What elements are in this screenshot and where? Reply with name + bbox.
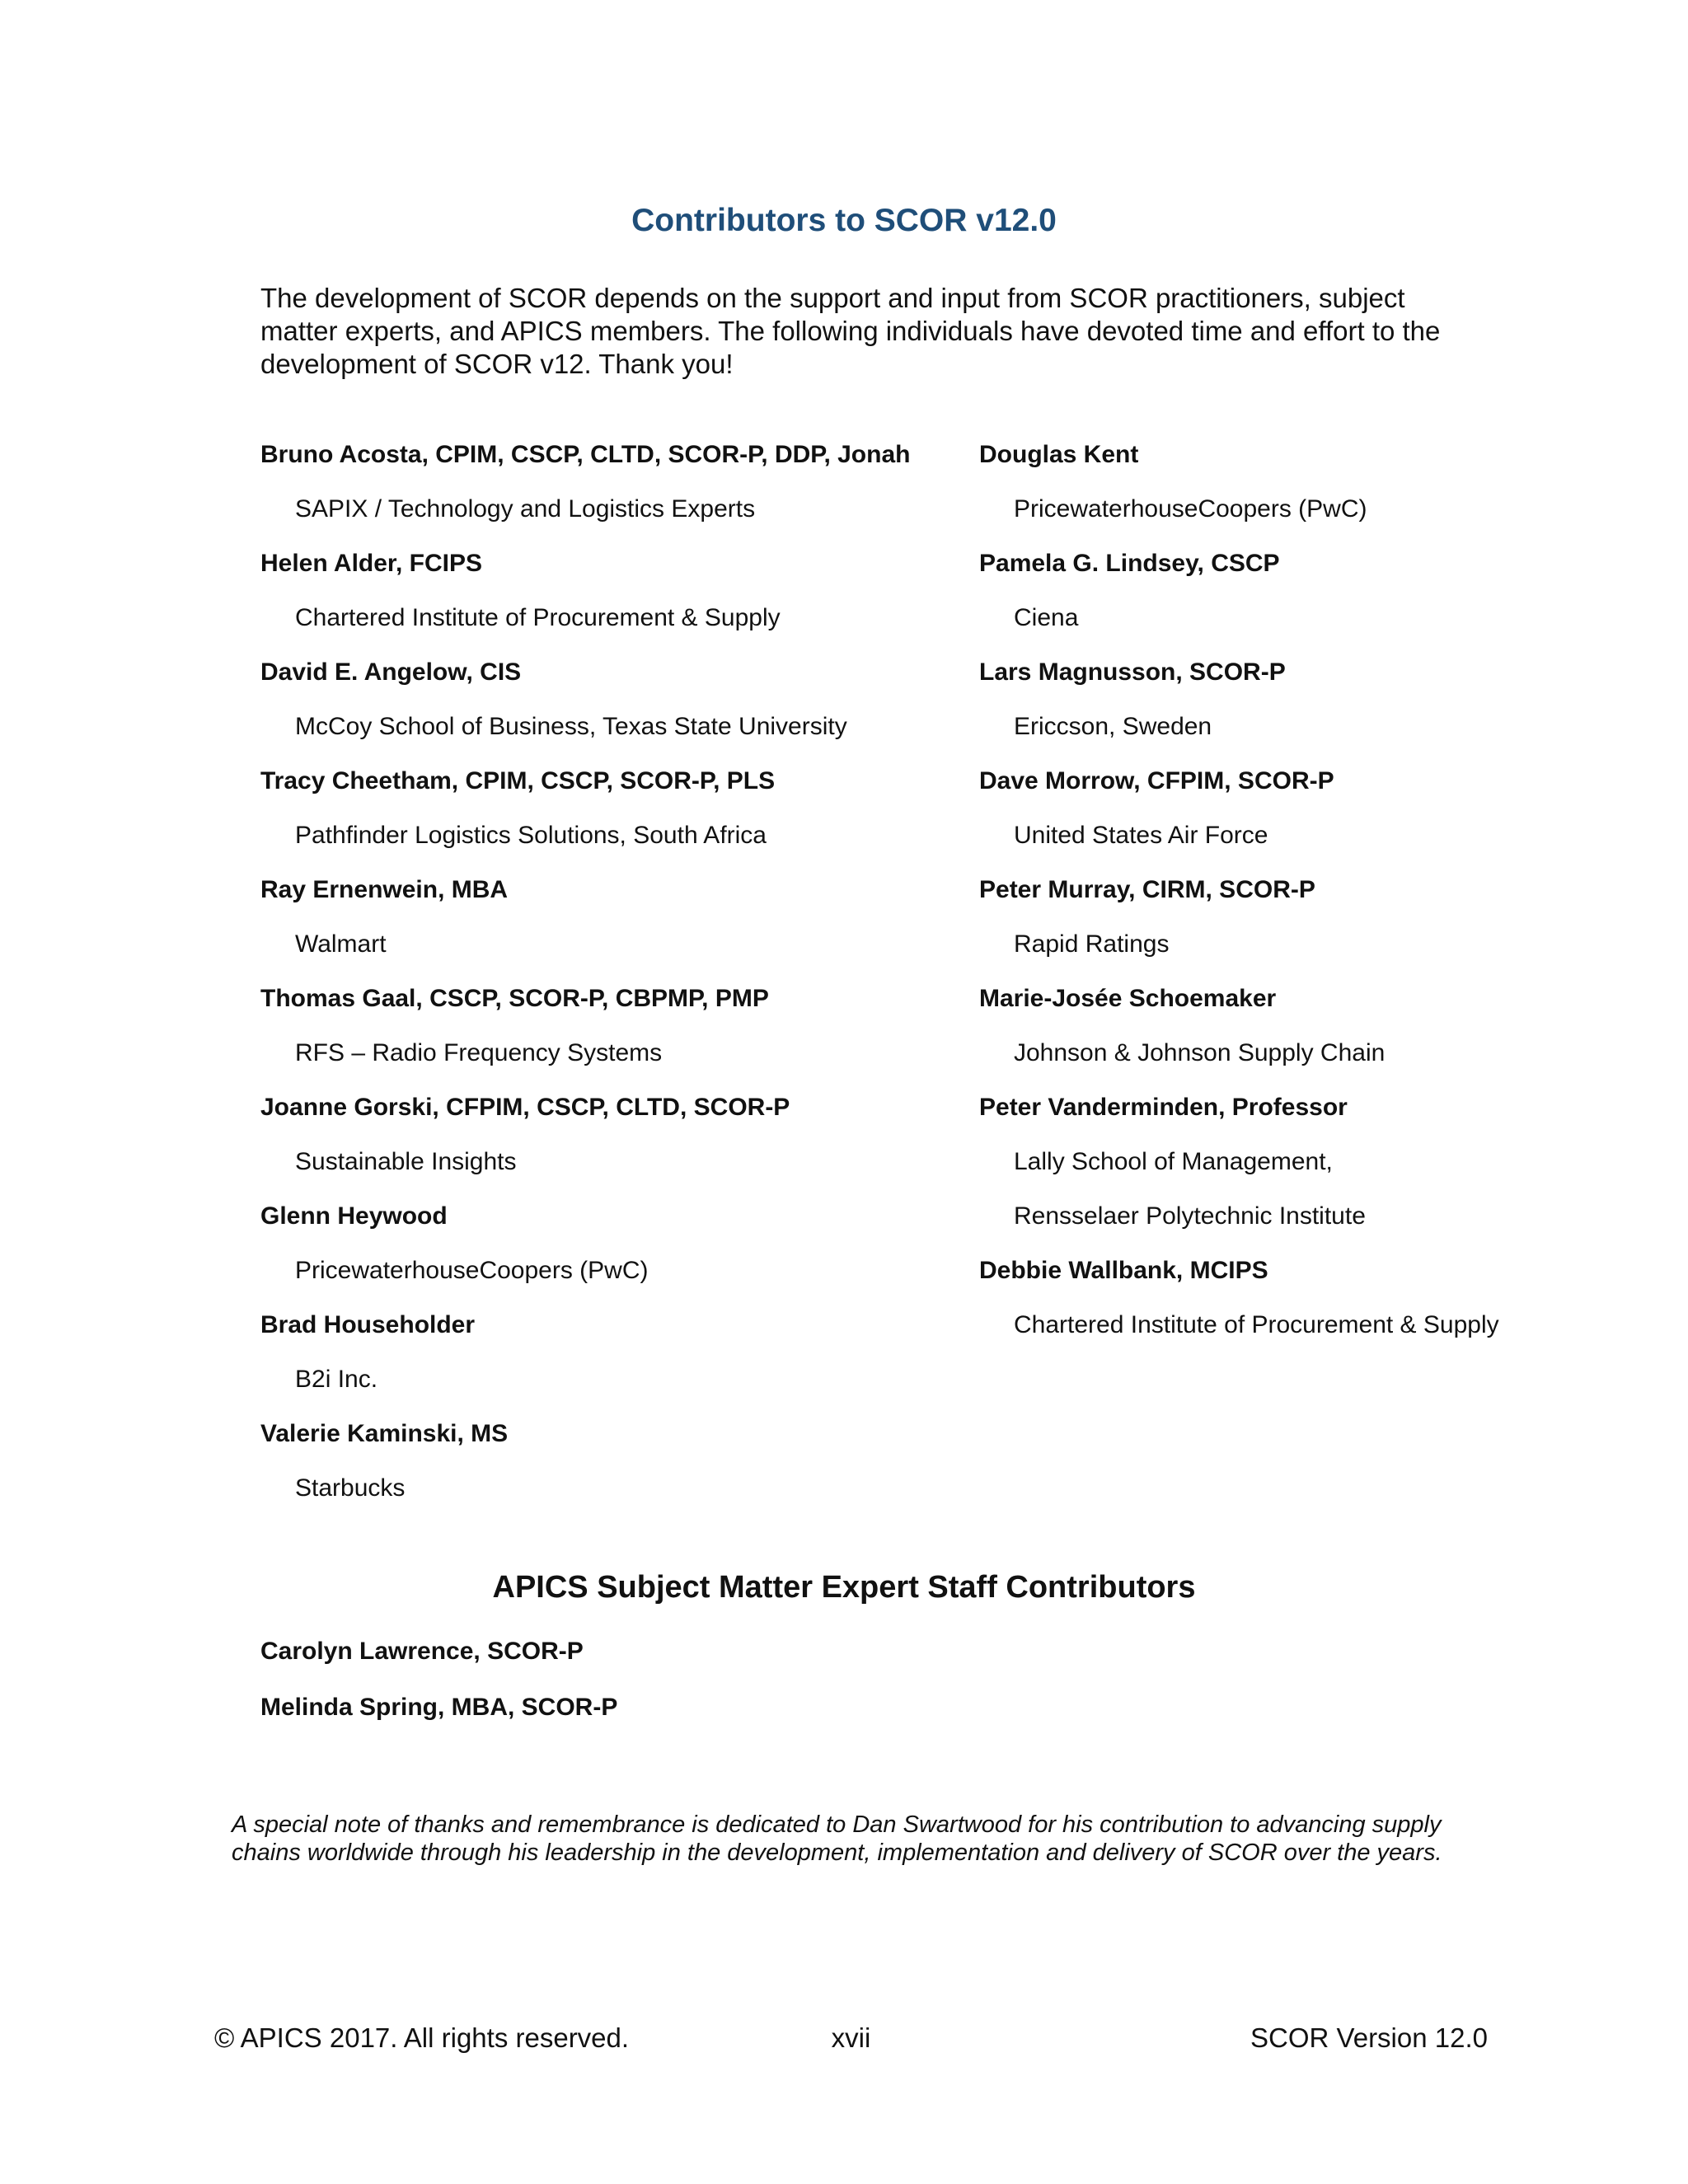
contributor-organization: Starbucks bbox=[295, 1474, 406, 1502]
contributor-name: Bruno Acosta, CPIM, CSCP, CLTD, SCOR-P, DDP, Jonah bbox=[260, 441, 911, 468]
contributor-entry bbox=[260, 767, 986, 850]
contributors-left-column bbox=[260, 441, 986, 1529]
contributor-name: Helen Alder, FCIPS bbox=[260, 550, 482, 577]
contributor-entry bbox=[260, 550, 986, 632]
contributor-entry bbox=[260, 1094, 986, 1176]
contributor-name: Dave Morrow, CFPIM, SCOR-P bbox=[979, 767, 1334, 794]
intro-paragraph: The development of SCOR depends on the support and input from SCOR practitioners, subject matter experts, and APICS members. The following individuals have devoted time and effort to the development of SCOR v12. Thank you! bbox=[260, 283, 1441, 379]
contributor-entry bbox=[260, 1420, 986, 1502]
contributor-name: Joanne Gorski, CFPIM, CSCP, CLTD, SCOR-P bbox=[260, 1094, 790, 1121]
contributor-organization-line-2: Rensselaer Polytechnic Institute bbox=[1014, 1202, 1366, 1230]
staff-contributor-name: Carolyn Lawrence, SCOR-P bbox=[260, 1638, 584, 1665]
contributor-organization: Ericcson, Sweden bbox=[1014, 713, 1212, 740]
contributor-entry bbox=[260, 1202, 986, 1285]
contributor-entry bbox=[260, 1311, 986, 1394]
remembrance-note: A special note of thanks and remembrance is dedicated to Dan Swartwood for his contribution to advancing supply chains worldwide through his leadership in the development, implementation and delivery of SCOR over the years. bbox=[232, 1811, 1442, 1866]
contributor-organization: United States Air Force bbox=[1014, 822, 1268, 849]
contributor-organization: B2i Inc. bbox=[295, 1366, 378, 1393]
footer-copyright: © APICS 2017. All rights reserved. bbox=[214, 2022, 630, 2053]
contributor-organization: RFS – Radio Frequency Systems bbox=[295, 1039, 663, 1066]
contributor-name: Marie-Josée Schoemaker bbox=[979, 985, 1277, 1012]
contributor-entry bbox=[979, 767, 1556, 850]
contributor-entry bbox=[979, 1094, 1556, 1230]
contributor-organization: Johnson & Johnson Supply Chain bbox=[1014, 1039, 1386, 1066]
contributor-organization: Pathfinder Logistics Solutions, South Africa bbox=[295, 822, 767, 849]
contributor-organization: Rapid Ratings bbox=[1014, 930, 1170, 958]
footer-page-number: xvii bbox=[831, 2022, 871, 2053]
contributor-entry bbox=[260, 441, 986, 523]
contributor-organization: SAPIX / Technology and Logistics Experts bbox=[295, 495, 756, 523]
contributor-entry bbox=[260, 658, 986, 741]
contributor-organization: Ciena bbox=[1014, 604, 1079, 631]
contributor-entry bbox=[260, 985, 986, 1067]
contributor-name: Lars Magnusson, SCOR-P bbox=[979, 658, 1286, 686]
contributor-organization: PricewaterhouseCoopers (PwC) bbox=[1014, 495, 1367, 523]
contributor-entry bbox=[260, 876, 986, 958]
contributor-entry bbox=[979, 550, 1556, 632]
contributor-name: Tracy Cheetham, CPIM, CSCP, SCOR-P, PLS bbox=[260, 767, 776, 794]
contributor-name: Peter Vanderminden, Professor bbox=[979, 1094, 1348, 1121]
staff-heading: APICS Subject Matter Expert Staff Contributors bbox=[492, 1570, 1196, 1605]
contributor-name: Douglas Kent bbox=[979, 441, 1139, 468]
contributor-organization: Chartered Institute of Procurement & Supply bbox=[1014, 1311, 1499, 1338]
contributor-entry bbox=[979, 876, 1556, 958]
staff-contributor-name: Melinda Spring, MBA, SCOR-P bbox=[260, 1694, 618, 1721]
contributor-name: David E. Angelow, CIS bbox=[260, 658, 522, 686]
contributor-organization: Walmart bbox=[295, 930, 387, 958]
contributor-organization: Sustainable Insights bbox=[295, 1148, 517, 1175]
contributor-name: Debbie Wallbank, MCIPS bbox=[979, 1257, 1268, 1284]
contributor-organization: McCoy School of Business, Texas State University bbox=[295, 713, 847, 740]
contributor-name: Ray Ernenwein, MBA bbox=[260, 876, 509, 903]
contributor-name: Brad Householder bbox=[260, 1311, 476, 1338]
contributor-name: Valerie Kaminski, MS bbox=[260, 1420, 509, 1447]
contributor-entry bbox=[979, 441, 1556, 523]
contributor-entry bbox=[979, 1257, 1556, 1339]
contributor-entry bbox=[979, 985, 1556, 1067]
staff-list bbox=[260, 1638, 617, 1750]
page-title: Contributors to SCOR v12.0 bbox=[631, 203, 1057, 238]
contributor-entry bbox=[979, 658, 1556, 741]
contributor-name: Peter Murray, CIRM, SCOR-P bbox=[979, 876, 1315, 903]
contributor-name: Pamela G. Lindsey, CSCP bbox=[979, 550, 1280, 577]
contributor-organization: Chartered Institute of Procurement & Supply bbox=[295, 604, 781, 631]
contributor-organization: PricewaterhouseCoopers (PwC) bbox=[295, 1257, 649, 1284]
contributor-name: Glenn Heywood bbox=[260, 1202, 448, 1230]
footer-version: SCOR Version 12.0 bbox=[1250, 2022, 1488, 2053]
contributor-name: Thomas Gaal, CSCP, SCOR-P, CBPMP, PMP bbox=[260, 985, 769, 1012]
contributor-organization: Lally School of Management, bbox=[1014, 1148, 1333, 1175]
contributors-right-column bbox=[979, 441, 1556, 1366]
page-footer bbox=[214, 2022, 1488, 2055]
